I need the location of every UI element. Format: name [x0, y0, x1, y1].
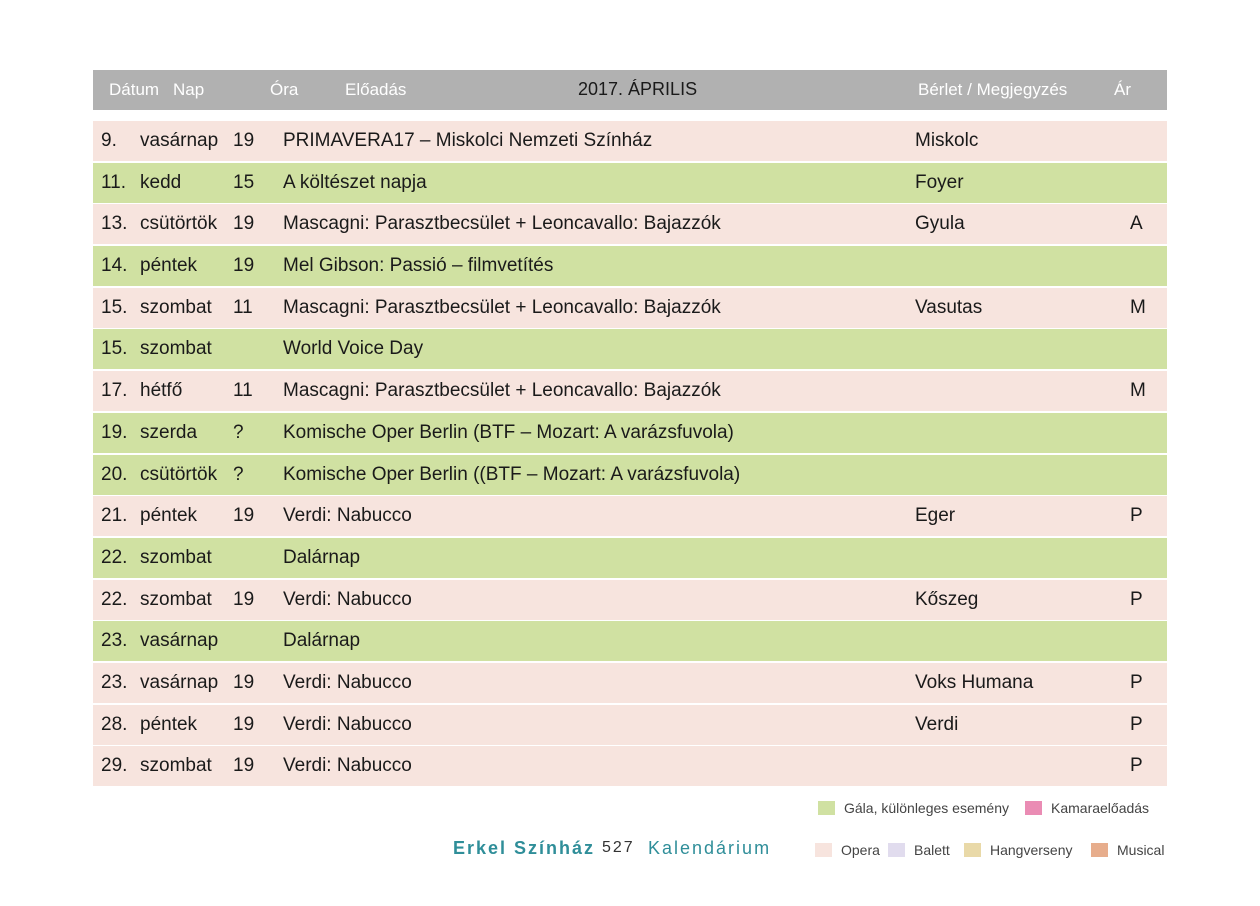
- table-row: [93, 746, 1167, 786]
- show-title-cell: Verdi: Nabucco: [283, 713, 412, 735]
- date-cell: 11.: [101, 171, 127, 193]
- legend-kamara-label: Kamaraelőadás: [1051, 800, 1150, 816]
- show-title-cell: Verdi: Nabucco: [283, 588, 412, 610]
- hour-cell: 11: [233, 296, 253, 318]
- hour-cell: 19: [233, 755, 255, 777]
- day-cell: péntek: [140, 255, 198, 277]
- legend-balett-label: Balett: [914, 842, 950, 858]
- day-cell: vasárnap: [140, 630, 219, 652]
- day-cell: csütörtök: [140, 463, 218, 485]
- table-row: [93, 163, 1167, 203]
- day-cell: hétfő: [140, 380, 183, 402]
- price-cell: P: [1130, 505, 1143, 527]
- col-note-header: Bérlet / Megjegyzés: [918, 80, 1068, 99]
- legend-gala-swatch: [818, 801, 835, 815]
- day-cell: szombat: [140, 296, 212, 318]
- day-cell: szombat: [140, 588, 212, 610]
- price-cell: P: [1130, 755, 1143, 777]
- show-title-cell: Dalárnap: [283, 630, 361, 652]
- note-cell: Voks Humana: [915, 671, 1034, 693]
- show-title-cell: Mascagni: Parasztbecsület + Leoncavallo: Bajazzók: [283, 213, 721, 235]
- col-day-header: Nap: [173, 80, 205, 99]
- day-cell: péntek: [140, 713, 198, 735]
- col-date-header: Dátum: [109, 80, 160, 99]
- date-cell: 14.: [101, 255, 128, 277]
- date-cell: 28.: [101, 713, 128, 735]
- show-title-cell: Mascagni: Parasztbecsület + Leoncavallo: Bajazzók: [283, 380, 721, 402]
- date-cell: 9.: [101, 130, 117, 151]
- date-cell: 22.: [101, 546, 128, 568]
- price-cell: M: [1130, 380, 1146, 402]
- table-row: [93, 204, 1167, 244]
- date-cell: 15.: [101, 338, 128, 360]
- note-cell: Kőszeg: [915, 588, 979, 610]
- day-cell: szombat: [140, 338, 212, 360]
- legend-balett-swatch: [888, 843, 905, 857]
- show-title-cell: Mascagni: Parasztbecsület + Leoncavallo: Bajazzók: [283, 296, 721, 318]
- footer-theatre: Erkel Színház: [453, 838, 596, 858]
- legend-gala-label: Gála, különleges esemény: [844, 800, 1009, 816]
- table-row: [93, 288, 1167, 328]
- legend-kamara-swatch: [1025, 801, 1042, 815]
- table-header: [93, 70, 1167, 110]
- legend-opera-label: Opera: [841, 842, 880, 858]
- month-title: 2017. ÁPRILIS: [578, 79, 698, 99]
- note-cell: Foyer: [915, 171, 964, 193]
- hour-cell: ?: [233, 421, 244, 443]
- show-title-cell: Verdi: Nabucco: [283, 505, 412, 527]
- legend-musical-swatch: [1091, 843, 1108, 857]
- date-cell: 15.: [101, 296, 128, 318]
- footer-page-number: 527: [602, 839, 635, 856]
- table-row: [93, 580, 1167, 620]
- day-cell: vasárnap: [140, 130, 219, 151]
- hour-cell: 19: [233, 130, 255, 151]
- hour-cell: 19: [233, 671, 255, 693]
- date-cell: 29.: [101, 755, 128, 777]
- date-cell: 22.: [101, 588, 128, 610]
- show-title-cell: PRIMAVERA17 – Miskolci Nemzeti Színház: [283, 130, 653, 151]
- table-row: [93, 121, 1167, 161]
- schedule-table: [93, 121, 1167, 788]
- legend-musical-label: Musical: [1117, 842, 1165, 858]
- table-row: [93, 371, 1167, 411]
- footer-section: Kalendárium: [648, 838, 772, 858]
- table-row: [93, 329, 1167, 369]
- col-price-header: Ár: [1114, 80, 1131, 99]
- price-cell: M: [1130, 296, 1146, 318]
- table-row: [93, 538, 1167, 578]
- price-cell: P: [1130, 713, 1143, 735]
- date-cell: 13.: [101, 213, 128, 235]
- price-cell: P: [1130, 588, 1143, 610]
- date-cell: 23.: [101, 630, 128, 652]
- table-row: [93, 455, 1167, 495]
- col-hour-header: Óra: [270, 80, 299, 99]
- show-title-cell: Verdi: Nabucco: [283, 755, 412, 777]
- table-row: [93, 621, 1167, 661]
- note-cell: Gyula: [915, 213, 965, 235]
- table-row: [93, 413, 1167, 453]
- date-cell: 17.: [101, 380, 128, 402]
- date-cell: 20.: [101, 463, 128, 485]
- table-row: [93, 705, 1167, 745]
- hour-cell: 19: [233, 588, 255, 610]
- day-cell: kedd: [140, 171, 182, 193]
- hour-cell: 19: [233, 213, 255, 235]
- note-cell: Vasutas: [915, 296, 983, 318]
- date-cell: 23.: [101, 671, 128, 693]
- price-cell: A: [1130, 213, 1143, 235]
- hour-cell: 19: [233, 713, 255, 735]
- note-cell: Miskolc: [915, 130, 979, 151]
- day-cell: péntek: [140, 505, 198, 527]
- show-title-cell: Dalárnap: [283, 546, 361, 568]
- show-title-cell: Mel Gibson: Passió – filmvetítés: [283, 255, 554, 277]
- day-cell: vasárnap: [140, 671, 219, 693]
- hour-cell: 19: [233, 255, 255, 277]
- date-cell: 21.: [101, 505, 128, 527]
- table-row: [93, 663, 1167, 703]
- table-row: [93, 496, 1167, 536]
- day-cell: szombat: [140, 755, 212, 777]
- show-title-cell: A költészet napja: [283, 171, 427, 193]
- date-cell: 19.: [101, 421, 128, 443]
- hour-cell: 19: [233, 505, 255, 527]
- day-cell: csütörtök: [140, 213, 218, 235]
- note-cell: Verdi: [915, 713, 959, 735]
- hour-cell: 11: [233, 380, 253, 402]
- legend-hangverseny-swatch: [964, 843, 981, 857]
- show-title-cell: Komische Oper Berlin (BTF – Mozart: A varázsfuvola): [283, 421, 734, 443]
- show-title-cell: Verdi: Nabucco: [283, 671, 412, 693]
- note-cell: Eger: [915, 505, 956, 527]
- table-row: [93, 246, 1167, 286]
- hour-cell: 15: [233, 171, 255, 193]
- day-cell: szerda: [140, 421, 198, 443]
- legend-hangverseny-label: Hangverseny: [990, 842, 1073, 858]
- price-cell: P: [1130, 671, 1143, 693]
- hour-cell: ?: [233, 463, 244, 485]
- col-show-header: Előadás: [345, 80, 407, 99]
- show-title-cell: Komische Oper Berlin ((BTF – Mozart: A varázsfuvola): [283, 463, 741, 485]
- legend-opera-swatch: [815, 843, 832, 857]
- day-cell: szombat: [140, 546, 212, 568]
- show-title-cell: World Voice Day: [283, 338, 424, 360]
